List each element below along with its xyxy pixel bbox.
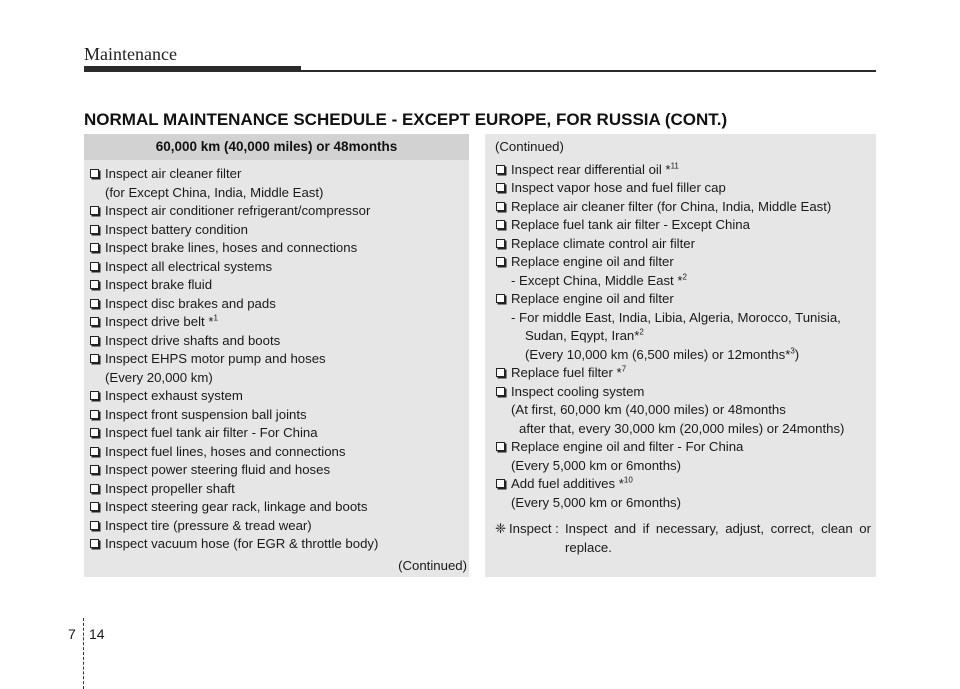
list-item: Inspect drive shafts and boots — [89, 332, 469, 351]
checkbox-icon — [90, 410, 99, 419]
checkbox-icon — [90, 317, 99, 326]
checkbox-icon — [496, 239, 505, 248]
continued-label: (Continued) — [398, 558, 467, 573]
list-item: Replace climate control air filter — [495, 235, 876, 254]
list-item: Replace fuel filter *$^7$ — [495, 364, 876, 383]
checkbox-icon — [90, 502, 99, 511]
list-item: Inspect battery condition — [89, 221, 469, 240]
asterism-icon: ❈ — [495, 521, 507, 536]
checkbox-icon — [496, 202, 505, 211]
note-text: Inspect and if necessary, adjust, correct, clean or replace. — [565, 521, 871, 555]
checkbox-icon — [496, 442, 505, 451]
list-item: Inspect tire (pressure & tread wear) — [89, 517, 469, 536]
right-schedule-panel — [485, 134, 876, 577]
checkbox-icon — [496, 220, 505, 229]
list-item: Replace fuel tank air filter - Except China — [495, 216, 876, 235]
list-item: Inspect EHPS motor pump and hoses (Every 20,000 km) — [89, 350, 469, 387]
list-item: Inspect cooling system (At first, 60,000 km (40,000 miles) or 48months after that, every 30,000 km (20,000 miles) or 24months) — [495, 383, 876, 439]
list-item: Inspect all electrical systems — [89, 258, 469, 277]
header-title: Maintenance — [84, 44, 177, 64]
list-item: Inspect air conditioner refrigerant/compressor — [89, 202, 469, 221]
footer-divider — [83, 618, 84, 689]
right-item-list — [485, 161, 876, 513]
page-number: 14 — [89, 626, 105, 642]
list-item: Inspect steering gear rack, linkage and boots — [89, 498, 469, 517]
checkbox-icon — [90, 262, 99, 271]
list-item: Inspect drive belt *$^1$ — [89, 313, 469, 332]
checkbox-icon — [90, 206, 99, 215]
checkbox-icon — [90, 299, 99, 308]
list-item: Replace engine oil and filter - For China (Every 5,000 km or 6months) — [495, 438, 876, 475]
section-title: NORMAL MAINTENANCE SCHEDULE - EXCEPT EUROPE, FOR RUSSIA (CONT.) — [84, 110, 728, 129]
interval-heading: 60,000 km (40,000 miles) or 48months — [84, 134, 469, 160]
continued-label: (Continued) — [495, 139, 564, 154]
checkbox-icon — [496, 165, 505, 174]
checkbox-icon — [496, 479, 505, 488]
list-item: Inspect rear differential oil *$^{11}$ — [495, 161, 876, 180]
checkbox-icon — [90, 428, 99, 437]
list-item: Inspect brake lines, hoses and connections — [89, 239, 469, 258]
checkbox-icon — [90, 484, 99, 493]
left-schedule-panel — [84, 134, 469, 577]
checkbox-icon — [90, 465, 99, 474]
list-item: Inspect propeller shaft — [89, 480, 469, 499]
chapter-number: 7 — [68, 626, 76, 642]
checkbox-icon — [496, 368, 505, 377]
checkbox-icon — [90, 354, 99, 363]
list-item: Replace engine oil and filter - For middle East, India, Libia, Algeria, Morocco, Tunisia, Sudan, Eqypt, Iran*$^2$ (Every 10,000 km (6,500 miles) or 12months*$^3$) — [495, 290, 876, 364]
checkbox-icon — [496, 183, 505, 192]
checkbox-icon — [90, 521, 99, 530]
list-item: Inspect air cleaner filter (for Except China, India, Middle East) — [89, 165, 469, 202]
list-item: Replace engine oil and filter - Except China, Middle East *$^2$ — [495, 253, 876, 290]
checkbox-icon — [90, 447, 99, 456]
header-rule — [301, 70, 876, 72]
list-item: Inspect disc brakes and pads — [89, 295, 469, 314]
header-bar — [84, 66, 301, 72]
checkbox-icon — [496, 257, 505, 266]
list-item: Inspect exhaust system — [89, 387, 469, 406]
list-item: Inspect front suspension ball joints — [89, 406, 469, 425]
list-item: Inspect fuel tank air filter - For China — [89, 424, 469, 443]
list-item: Inspect fuel lines, hoses and connections — [89, 443, 469, 462]
checkbox-icon — [90, 391, 99, 400]
inspect-note — [495, 520, 873, 557]
checkbox-icon — [90, 243, 99, 252]
checkbox-icon — [90, 225, 99, 234]
checkbox-icon — [496, 294, 505, 303]
checkbox-icon — [90, 169, 99, 178]
checkbox-icon — [90, 336, 99, 345]
list-item: Replace air cleaner filter (for China, India, Middle East) — [495, 198, 876, 217]
list-item: Add fuel additives *$^{10}$ (Every 5,000 km or 6months) — [495, 475, 876, 512]
checkbox-icon — [496, 387, 505, 396]
note-label: Inspect : — [509, 521, 559, 536]
list-item: Inspect vapor hose and fuel filler cap — [495, 179, 876, 198]
checkbox-icon — [90, 280, 99, 289]
checkbox-icon — [90, 539, 99, 548]
list-item: Inspect vacuum hose (for EGR & throttle body) — [89, 535, 469, 554]
list-item: Inspect brake fluid — [89, 276, 469, 295]
left-item-list — [84, 160, 469, 554]
list-item: Inspect power steering fluid and hoses — [89, 461, 469, 480]
